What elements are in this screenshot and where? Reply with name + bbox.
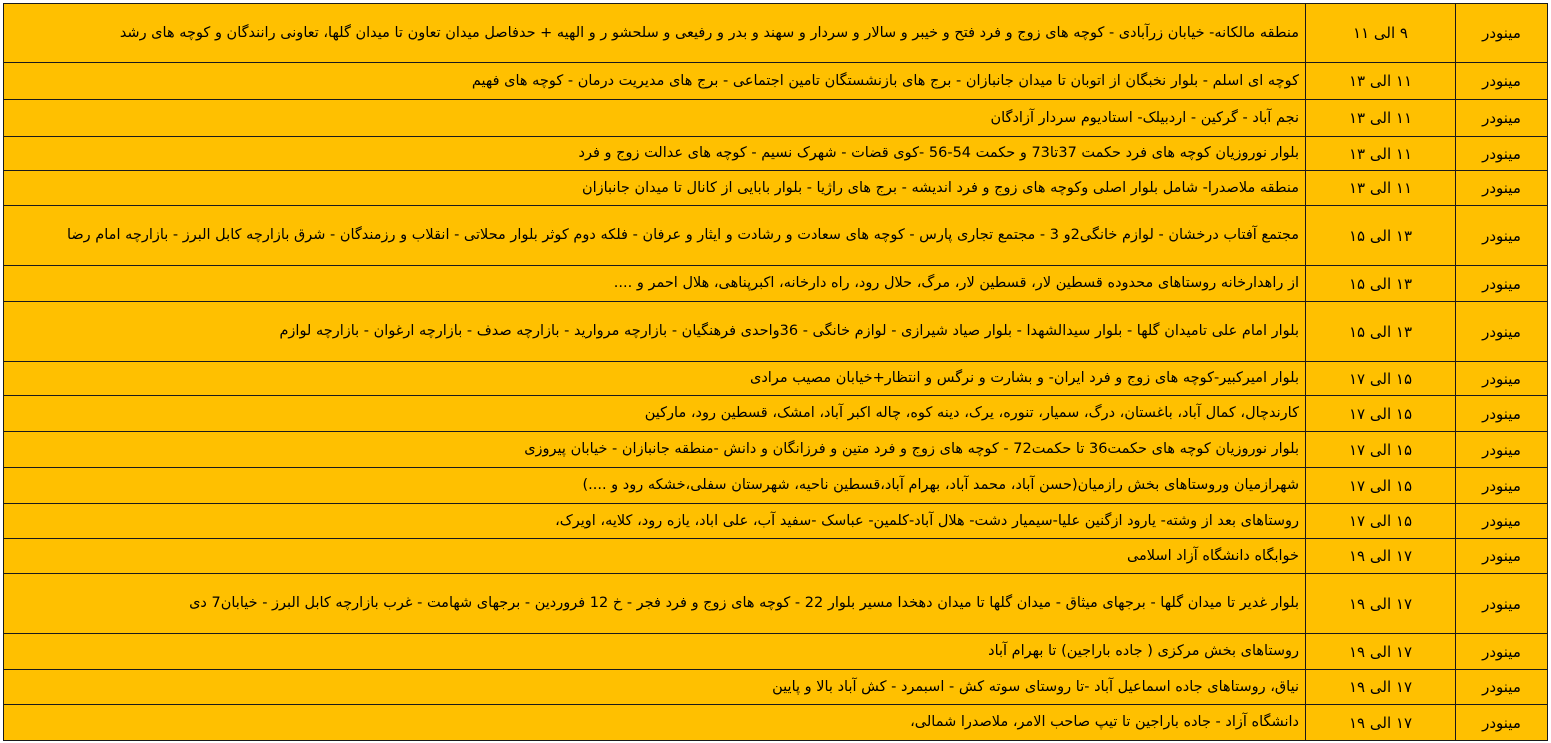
areas-cell: نجم آباد - گرکین - اردبیلک- استادیوم سردار آزادگان [4, 100, 1306, 137]
time-cell: ۱۷ الی ۱۹ [1306, 574, 1456, 634]
city-cell: مینودر [1456, 100, 1548, 137]
table-row [4, 171, 1548, 206]
time-cell: ۱۱ الی ۱۳ [1306, 63, 1456, 100]
table-row [4, 206, 1548, 266]
areas-cell: بلوار امام علی تامیدان گلها - بلوار سیدالشهدا - بلوار صیاد شیرازی - لوازم خانگی - 36واحدی فرهنگیان - بازارچه مرواريد - بازارچه صدف - بازارچه ارغوان - بازارچه لوازم [4, 302, 1306, 362]
areas-cell: بلوار نوروزیان کوچه های حکمت36 تا حکمت72 - کوچه های زوج و فرد متین و فرزانگان و دانش -منطقه جانبازان - خیابان پیروزی [4, 432, 1306, 468]
city-cell: مینودر [1456, 634, 1548, 670]
time-cell: ۱۳ الی ۱۵ [1306, 302, 1456, 362]
city-cell: مینودر [1456, 63, 1548, 100]
city-cell: مینودر [1456, 432, 1548, 468]
city-cell: مینودر [1456, 670, 1548, 705]
areas-cell: روستاهای بعد از وشته- یارود ازگنین علیا-سیمیار دشت- هلال آباد-کلمین- عباسک -سفید آب، علی اباد، یازه رود، کلایه، اویرک، [4, 504, 1306, 539]
city-cell: مینودر [1456, 171, 1548, 206]
areas-cell: مجتمع آفتاب درخشان - لوازم خانگی2و 3 - مجتمع تجاری پارس - کوچه های سعادت و رشادت و ایثار و عرفان - فلکه دوم کوثر بلوار محلاتی - انقلاب و رزمندگان - شرق بازارچه کابل البرز - بازارچه امام رضا [4, 206, 1306, 266]
city-cell: مینودر [1456, 468, 1548, 504]
areas-cell: کوچه ای اسلم - بلوار نخبگان از اتوبان تا میدان جانبازان - برج های بازنشستگان تامین اجتماعی - برج های مدیریت درمان - کوچه های فهیم [4, 63, 1306, 100]
city-cell: مینودر [1456, 539, 1548, 574]
table-row [4, 468, 1548, 504]
table-row [4, 137, 1548, 171]
areas-cell: روستاهای بخش مرکزی ( جاده باراجین) تا بهرام آباد [4, 634, 1306, 670]
areas-cell: نیاق، روستاهای جاده اسماعیل آباد -تا روستای سوته کش - اسبمرد - کش آباد بالا و پایین [4, 670, 1306, 705]
time-cell: ۱۵ الی ۱۷ [1306, 396, 1456, 432]
table-row [4, 4, 1548, 63]
time-cell: ۱۳ الی ۱۵ [1306, 206, 1456, 266]
time-cell: ۱۷ الی ۱۹ [1306, 670, 1456, 705]
outage-schedule-table [3, 3, 1548, 741]
city-cell: مینودر [1456, 504, 1548, 539]
city-cell: مینودر [1456, 705, 1548, 741]
time-cell: ۱۵ الی ۱۷ [1306, 468, 1456, 504]
table-row [4, 539, 1548, 574]
time-cell: ۹ الی ۱۱ [1306, 4, 1456, 63]
table-row [4, 574, 1548, 634]
city-cell: مینودر [1456, 396, 1548, 432]
time-cell: ۱۵ الی ۱۷ [1306, 504, 1456, 539]
city-cell: مینودر [1456, 266, 1548, 302]
table-row [4, 266, 1548, 302]
table-row [4, 100, 1548, 137]
city-cell: مینودر [1456, 574, 1548, 634]
schedule-body [4, 4, 1548, 741]
time-cell: ۱۱ الی ۱۳ [1306, 137, 1456, 171]
areas-cell: شهرازمیان وروستاهای بخش رازمیان(حسن آباد، محمد آباد، بهرام آباد،قسطین ناحیه، شهرستان سفلی،خشکه رود و ....) [4, 468, 1306, 504]
areas-cell: منطقه مالکانه- خیابان زرآبادی - کوچه های زوج و فرد فتح و خیبر و سالار و سردار و سهند و بدر و رفیعی و سلحشو ر و الهیه + حدفاصل میدان تعاون تا میدان گلها، تعاونی رانندگان و کوچه های رشد [4, 4, 1306, 63]
city-cell: مینودر [1456, 4, 1548, 63]
time-cell: ۱۵ الی ۱۷ [1306, 362, 1456, 396]
time-cell: ۱۱ الی ۱۳ [1306, 100, 1456, 137]
time-cell: ۱۷ الی ۱۹ [1306, 705, 1456, 741]
city-cell: مینودر [1456, 137, 1548, 171]
city-cell: مینودر [1456, 362, 1548, 396]
areas-cell: منطقه ملاصدرا- شامل بلوار اصلی وکوچه های زوج و فرد اندیشه - برج های راژیا - بلوار بابایی از کانال تا میدان جانبازان [4, 171, 1306, 206]
areas-cell: بلوار نوروزیان کوچه های فرد حکمت 37تا73 و حکمت 54-56 -کوی قضات - شهرک نسیم - کوچه های عدالت زوج و فرد [4, 137, 1306, 171]
table-row [4, 705, 1548, 741]
areas-cell: از راهدارخانه روستاهای محدوده قسطین لار، قسطین لار، مرگ، حلال رود، راه دارخانه، اکبرپناهی، هلال احمر و .... [4, 266, 1306, 302]
table-row [4, 63, 1548, 100]
table-row [4, 504, 1548, 539]
table-row [4, 396, 1548, 432]
table-row [4, 670, 1548, 705]
time-cell: ۱۷ الی ۱۹ [1306, 634, 1456, 670]
time-cell: ۱۱ الی ۱۳ [1306, 171, 1456, 206]
city-cell: مینودر [1456, 302, 1548, 362]
time-cell: ۱۳ الی ۱۵ [1306, 266, 1456, 302]
areas-cell: بلوار غدیر تا میدان گلها - برجهای میثاق - میدان گلها تا میدان دهخدا مسیر بلوار 22 - کوچه های زوج و فرد فجر - خ 12 فروردین - برجهای شهامت - غرب بازارچه کابل البرز - خیابان7 دی [4, 574, 1306, 634]
city-cell: مینودر [1456, 206, 1548, 266]
areas-cell: بلوار امیرکبیر-کوچه های زوج و فرد ایران- و بشارت و نرگس و انتظار+خیابان مصیب مرادی [4, 362, 1306, 396]
table-row [4, 362, 1548, 396]
time-cell: ۱۵ الی ۱۷ [1306, 432, 1456, 468]
time-cell: ۱۷ الی ۱۹ [1306, 539, 1456, 574]
areas-cell: خوابگاه دانشگاه آزاد اسلامی [4, 539, 1306, 574]
areas-cell: کارندچال، کمال آباد، باغستان، درگ، سمیار، تنوره، یرک، دینه کوه، چاله اکبر آباد، امشک، قسطین رود، مارکین [4, 396, 1306, 432]
table-row [4, 432, 1548, 468]
areas-cell: دانشگاه آزاد - جاده باراجین تا تیپ صاحب الامر، ملاصدرا شمالی، [4, 705, 1306, 741]
table-row [4, 302, 1548, 362]
table-row [4, 634, 1548, 670]
